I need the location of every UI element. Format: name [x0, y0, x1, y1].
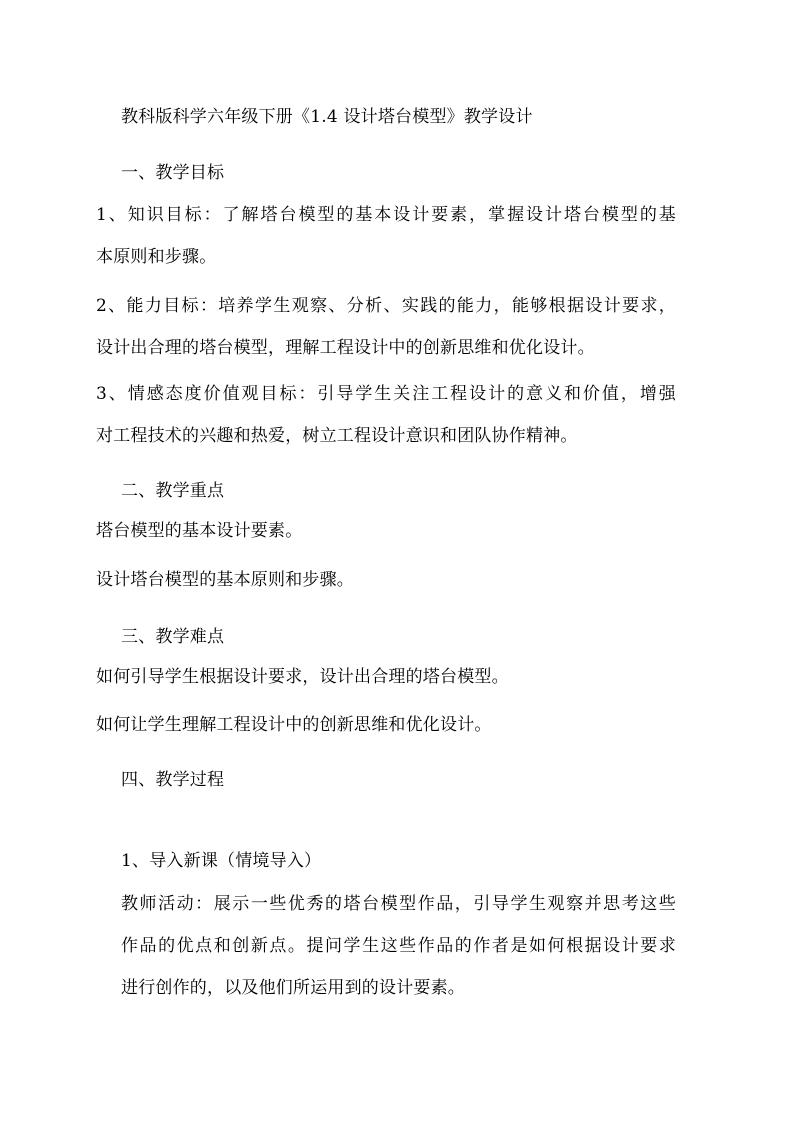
difficulty-2: 如何让学生理解工程设计中的创新思维和优化设计。 — [96, 715, 492, 735]
objective-ability-line1: 2、能力目标：培养学生观察、分析、实践的能力，能够根据设计要求， — [96, 296, 676, 316]
process-step1-line1: 教师活动：展示一些优秀的塔台模型作品，引导学生观察并思考这些 — [121, 894, 676, 914]
document-title: 教科版科学六年级下册《1.4 设计塔台模型》教学设计 — [121, 107, 533, 127]
section-heading-process: 四、教学过程 — [121, 770, 225, 790]
key-point-2: 设计塔台模型的基本原则和步骤。 — [96, 570, 354, 590]
objective-knowledge-line2: 本原则和步骤。 — [96, 247, 217, 267]
process-step1-line3: 进行创作的，以及他们所运用到的设计要素。 — [121, 978, 465, 998]
objective-emotion-line2: 对工程技术的兴趣和热爱，树立工程设计意识和团队协作精神。 — [96, 426, 578, 446]
section-heading-objectives: 一、教学目标 — [121, 163, 225, 183]
objective-ability-line2: 设计出合理的塔台模型，理解工程设计中的创新思维和优化设计。 — [96, 338, 595, 358]
process-step1-line2: 作品的优点和创新点。提问学生这些作品的作者是如何根据设计要求 — [121, 936, 676, 956]
difficulty-1: 如何引导学生根据设计要求，设计出合理的塔台模型。 — [96, 667, 509, 687]
key-point-1: 塔台模型的基本设计要素。 — [96, 521, 303, 541]
objective-knowledge-line1: 1、知识目标：了解塔台模型的基本设计要素，掌握设计塔台模型的基 — [96, 205, 676, 225]
section-heading-key-points: 二、教学重点 — [121, 481, 225, 501]
process-step1-heading: 1、导入新课（情境导入） — [121, 851, 322, 871]
objective-emotion-line1: 3、情感态度价值观目标：引导学生关注工程设计的意义和价值，增强 — [96, 384, 676, 404]
section-heading-difficulties: 三、教学难点 — [121, 627, 225, 647]
